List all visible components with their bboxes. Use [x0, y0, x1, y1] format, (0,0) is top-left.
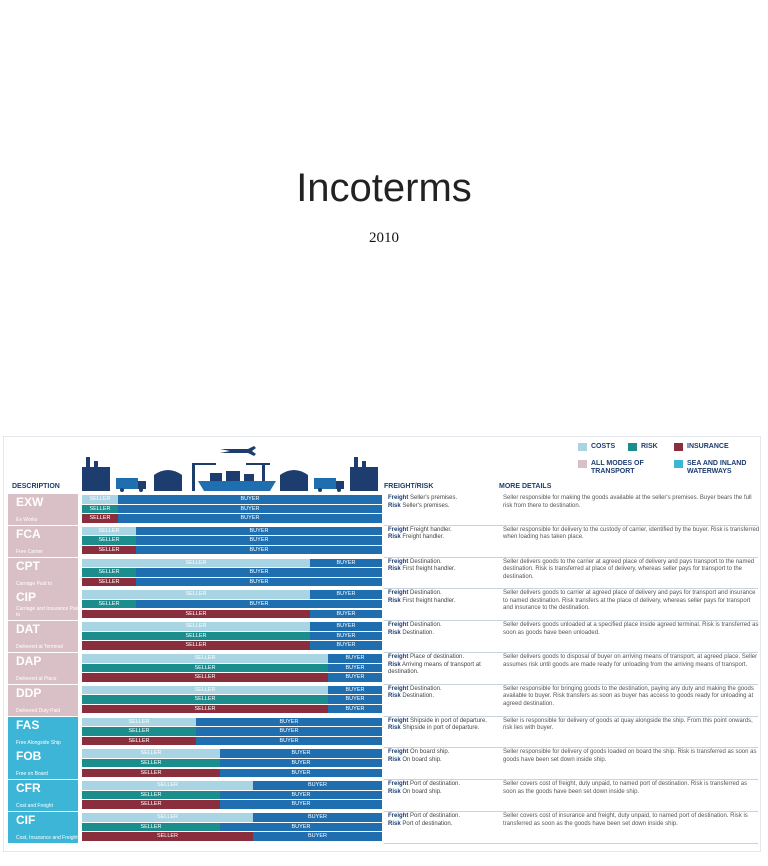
incoterm-name: Carriage Paid to: [16, 580, 53, 587]
freight-value: Destination.: [410, 590, 442, 597]
seller-segment: SELLER: [82, 737, 196, 746]
risk-bar: [82, 568, 382, 577]
costs-bar: [82, 749, 382, 758]
risk-value: Seller's premises.: [402, 502, 450, 509]
incoterm-label: [8, 589, 78, 620]
buyer-segment: BUYER: [118, 505, 382, 514]
freight-label: Freight: [388, 685, 409, 692]
seller-segment: SELLER: [82, 695, 328, 704]
insurance-bar: [82, 514, 382, 523]
more-details-text: Seller delivers goods unloaded at a specified place inside agreed terminal. Risk is transferred as soon as goods have been unloaded.: [503, 622, 759, 636]
more-details-text: Seller delivers goods to carrier at agreed place of delivery and pays for transport and insurance to named destination. Risk transfers at the place of delivery, whereas seller pays for transport and insurance to the destination.: [503, 590, 756, 612]
freight-risk-text: [388, 527, 502, 542]
legend-insurance-label: INSURANCE: [687, 443, 729, 450]
seller-segment: SELLER: [82, 781, 253, 790]
costs-bar: [82, 590, 382, 599]
risk-label: Risk: [388, 756, 401, 763]
freight-value: Destination.: [410, 558, 442, 565]
freight-risk-text: [388, 686, 502, 701]
insurance-bar: [82, 832, 382, 841]
risk-value: Freight handler.: [402, 534, 445, 541]
buyer-segment: BUYER: [253, 781, 382, 790]
insurance-bar: [82, 610, 382, 619]
incoterm-name: Delivered Duty Paid: [16, 707, 61, 714]
freight-label: Freight: [388, 654, 409, 660]
transport-illustration: [80, 441, 380, 493]
freight-risk-text: [388, 781, 502, 796]
buyer-segment: BUYER: [220, 769, 382, 778]
risk-label: Risk: [388, 566, 401, 573]
risk-bar: [82, 600, 382, 609]
more-details-text: Seller responsible for delivery of goods loaded on board the ship. Risk is transferred as soon as goods have been set down inside ship.: [503, 749, 757, 763]
warehouse-icon: [154, 470, 182, 491]
risk-label: Risk: [388, 597, 401, 604]
insurance-bar: [82, 705, 382, 714]
incoterm-label: [8, 621, 78, 652]
costs-bar: [82, 527, 382, 536]
buyer-segment: BUYER: [328, 664, 382, 673]
freight-value: Destination.: [410, 622, 442, 629]
legend-sea-label: SEA AND INLAND WATERWAYS: [687, 460, 747, 475]
costs-bar: [82, 559, 382, 568]
seller-segment: SELLER: [82, 813, 253, 822]
seller-segment: SELLER: [82, 664, 328, 673]
buyer-segment: BUYER: [220, 823, 382, 832]
buyer-segment: BUYER: [328, 705, 382, 714]
incoterm-row-cif: [8, 812, 758, 843]
seller-segment: SELLER: [82, 749, 220, 758]
legend-risk: [628, 443, 658, 451]
insurance-bar: [82, 769, 382, 778]
risk-bar: [82, 727, 382, 736]
seller-segment: SELLER: [82, 527, 136, 536]
buyer-segment: BUYER: [136, 568, 382, 577]
incoterm-label: [8, 558, 78, 589]
incoterm-name: Delivered at Place: [16, 676, 57, 682]
incoterm-code: DAP: [16, 654, 42, 668]
costs-swatch: [578, 443, 587, 451]
incoterm-label: [8, 812, 78, 843]
seller-segment: SELLER: [82, 800, 220, 809]
seller-segment: SELLER: [82, 641, 310, 650]
risk-bar: [82, 505, 382, 514]
risk-value: First freight handler.: [402, 597, 456, 604]
risk-label: Risk: [388, 629, 401, 636]
seller-segment: SELLER: [82, 622, 310, 631]
seller-segment: SELLER: [82, 568, 136, 577]
risk-bar: [82, 536, 382, 545]
row-divider: [384, 843, 758, 844]
seller-segment: SELLER: [82, 823, 220, 832]
freight-value: Port of destination.: [410, 813, 461, 819]
sea-swatch: [674, 460, 683, 468]
incoterm-code: EXW: [16, 495, 44, 509]
incoterm-name: Cost, Insurance and Freight: [16, 835, 78, 841]
risk-label: Risk: [388, 693, 401, 700]
seller-segment: SELLER: [82, 578, 136, 587]
buyer-segment: BUYER: [310, 590, 382, 599]
insurance-swatch: [674, 443, 683, 451]
freight-value: Destination.: [410, 685, 442, 692]
header-description: DESCRIPTION: [12, 483, 60, 490]
seller-segment: SELLER: [82, 505, 118, 514]
risk-value: On board ship.: [402, 756, 442, 763]
more-details-text: Seller responsible for delivery to the custody of carrier, identified by the buyer. Risk is transferred when loading has taken place.: [503, 526, 760, 541]
incoterm-code: CPT: [16, 558, 40, 573]
incoterms-infographic: [3, 436, 761, 852]
buyer-segment: BUYER: [310, 610, 382, 619]
incoterm-row-dat: [8, 621, 758, 652]
seller-segment: SELLER: [82, 832, 253, 841]
freight-value: On board ship.: [410, 749, 450, 756]
airplane-icon: [220, 446, 256, 456]
insurance-bar: [82, 673, 382, 682]
incoterm-row-cpt: [8, 558, 758, 589]
freight-risk-text: [388, 813, 502, 828]
seller-segment: SELLER: [82, 654, 328, 663]
seller-segment: SELLER: [82, 610, 310, 619]
factory-icon: [350, 467, 378, 491]
risk-bar: [82, 759, 382, 768]
truck-icon: [314, 478, 344, 492]
incoterm-row-fca: [8, 526, 758, 557]
costs-bar: [82, 781, 382, 790]
more-details-text: Seller responsible for making the goods available at the seller's premises. Buyer bears the full risk from there to destination.: [503, 495, 752, 509]
freight-label: Freight: [388, 590, 409, 597]
title: Incoterms: [296, 166, 472, 210]
risk-bar: [82, 791, 382, 800]
legend: [578, 443, 760, 481]
legend-all-modes: [578, 460, 658, 476]
seller-segment: SELLER: [82, 632, 310, 641]
all-modes-swatch: [578, 460, 587, 468]
risk-value: On board ship.: [402, 788, 442, 795]
freight-label: Freight: [388, 495, 409, 501]
costs-bar: [82, 718, 382, 727]
risk-bar: [82, 695, 382, 704]
incoterm-label: [8, 494, 78, 525]
incoterm-label: [8, 780, 78, 811]
freight-value: Shipside in port of departure.: [410, 717, 488, 724]
insurance-bar: [82, 546, 382, 555]
buyer-segment: BUYER: [136, 546, 382, 555]
truck-icon: [116, 478, 146, 492]
incoterm-label: [8, 748, 78, 779]
risk-label: Risk: [388, 661, 401, 668]
freight-label: Freight: [388, 717, 409, 724]
incoterm-name: Delivered at Terminal: [16, 644, 63, 651]
buyer-segment: BUYER: [328, 654, 382, 663]
costs-bar: [82, 495, 382, 504]
risk-label: Risk: [388, 788, 401, 795]
costs-bar: [82, 686, 382, 695]
incoterm-code: CFR: [16, 781, 41, 796]
incoterm-name: Cost and Freight: [16, 803, 53, 810]
incoterm-row-fas: [8, 717, 758, 748]
risk-label: Risk: [388, 820, 401, 827]
insurance-bar: [82, 800, 382, 809]
seller-segment: SELLER: [82, 718, 196, 727]
freight-risk-text: [388, 654, 502, 677]
seller-segment: SELLER: [82, 559, 310, 568]
freight-risk-text: [388, 718, 502, 733]
incoterm-code: FAS: [16, 717, 40, 732]
freight-risk-text: [388, 590, 502, 605]
buyer-segment: BUYER: [118, 495, 382, 504]
risk-label: Risk: [388, 502, 401, 509]
freight-label: Freight: [388, 781, 409, 788]
incoterm-code: CIP: [16, 590, 37, 605]
more-details-text: Seller responsible for bringing goods to the destination, paying any duty and making the goods available to buyer. Risk transfers as soon as buyer has access to goods ready for unloading at agreed destination.: [503, 685, 754, 707]
freight-risk-text: [388, 559, 502, 574]
incoterm-code: DDP: [16, 685, 42, 700]
incoterm-name: Ex Works: [16, 517, 38, 523]
buyer-segment: BUYER: [253, 813, 382, 822]
freight-label: Freight: [388, 558, 409, 565]
seller-segment: SELLER: [82, 600, 136, 609]
legend-costs-label: COSTS: [591, 443, 616, 450]
seller-segment: SELLER: [82, 590, 310, 599]
incoterm-label: [8, 526, 78, 557]
seller-segment: SELLER: [82, 673, 328, 682]
more-details-text: Seller delivers goods to the carrier at agreed place of delivery and pays transport to the named destination. Risk is transferred at place of delivery, whereas seller pays for transport to the destination.: [503, 558, 755, 580]
freight-value: Seller's premises.: [410, 495, 458, 501]
freight-label: Freight: [388, 622, 409, 629]
seller-segment: SELLER: [82, 759, 220, 768]
buyer-segment: BUYER: [136, 578, 382, 587]
costs-bar: [82, 622, 382, 631]
seller-segment: SELLER: [82, 791, 220, 800]
incoterm-row-fob: [8, 748, 758, 779]
buyer-segment: BUYER: [253, 832, 382, 841]
risk-value: First freight handler.: [402, 566, 456, 573]
incoterm-code: FCA: [16, 526, 41, 541]
risk-bar: [82, 823, 382, 832]
header-freight-risk: FREIGHT/RISK: [384, 483, 434, 490]
buyer-segment: BUYER: [310, 641, 382, 650]
insurance-bar: [82, 641, 382, 650]
freight-label: Freight: [388, 526, 409, 533]
buyer-segment: BUYER: [328, 686, 382, 695]
incoterm-row-cfr: [8, 780, 758, 811]
incoterm-row-cip: [8, 589, 758, 620]
insurance-bar: [82, 578, 382, 587]
buyer-segment: BUYER: [136, 527, 382, 536]
insurance-bar: [82, 737, 382, 746]
incoterm-row-exw: [8, 494, 758, 525]
buyer-segment: BUYER: [220, 759, 382, 768]
seller-segment: SELLER: [82, 769, 220, 778]
seller-segment: SELLER: [82, 495, 118, 504]
more-details-text: Seller covers cost of freight, duty unpaid, to named port of destination. Risk is transferred as soon as the goods have been set down inside ship.: [503, 781, 748, 795]
more-details-text: Seller is responsible for delivery of goods at quay alongside the ship. From this point onwards, risk lies with buyer.: [503, 717, 753, 732]
buyer-segment: BUYER: [220, 749, 382, 758]
risk-value: Shipside in port of departure.: [402, 725, 480, 732]
incoterm-label: [8, 717, 78, 748]
risk-label: Risk: [388, 534, 401, 541]
factory-icon: [82, 467, 110, 491]
risk-value: Destination.: [402, 629, 435, 636]
freight-value: Port of destination.: [410, 781, 461, 788]
legend-sea: [674, 460, 760, 476]
incoterm-name: Carriage and Insurance Paid to: [16, 606, 80, 619]
buyer-segment: BUYER: [196, 718, 382, 727]
buyer-segment: BUYER: [310, 632, 382, 641]
buyer-segment: BUYER: [136, 536, 382, 545]
incoterm-name: Free Alongside Ship: [16, 739, 61, 746]
freight-risk-text: [388, 749, 502, 764]
buyer-segment: BUYER: [220, 800, 382, 809]
risk-swatch: [628, 443, 637, 451]
freight-risk-text: [388, 622, 502, 637]
legend-costs: [578, 443, 615, 451]
incoterm-name: Free Carrier: [16, 548, 43, 555]
seller-segment: SELLER: [82, 727, 196, 736]
costs-bar: [82, 813, 382, 822]
incoterm-label: [8, 653, 78, 684]
buyer-segment: BUYER: [136, 600, 382, 609]
legend-all-modes-label: ALL MODES OF TRANSPORT: [591, 460, 644, 475]
incoterm-code: FOB: [16, 749, 42, 764]
seller-segment: SELLER: [82, 546, 136, 555]
risk-value: Arriving means of transport at destination.: [388, 661, 481, 675]
legend-insurance: [674, 443, 729, 451]
more-details-text: Seller covers cost of insurance and freight, duty unpaid, to named port of destination. Risk is transferred as soon as the goods have been set down inside ship.: [503, 813, 748, 827]
freight-value: Place of destination.: [410, 654, 465, 660]
incoterm-code: CIF: [16, 813, 36, 827]
buyer-segment: BUYER: [196, 727, 382, 736]
seller-segment: SELLER: [82, 536, 136, 545]
buyer-segment: BUYER: [310, 622, 382, 631]
risk-value: Port of destination.: [402, 820, 453, 827]
subtitle: 2010: [369, 230, 399, 246]
seller-segment: SELLER: [82, 705, 328, 714]
costs-bar: [82, 654, 382, 663]
freight-label: Freight: [388, 749, 409, 756]
legend-risk-label: RISK: [641, 443, 658, 450]
freight-value: Freight handler.: [410, 526, 452, 533]
incoterm-row-ddp: [8, 685, 758, 716]
seller-segment: SELLER: [82, 514, 118, 523]
risk-bar: [82, 632, 382, 641]
header-more-details: MORE DETAILS: [499, 483, 552, 490]
incoterm-label: [8, 685, 78, 716]
buyer-segment: BUYER: [118, 514, 382, 523]
incoterm-name: Free on Board: [16, 771, 48, 778]
risk-value: Destination.: [402, 693, 435, 700]
incoterm-row-dap: [8, 653, 758, 684]
freight-risk-text: [388, 495, 502, 510]
more-details-text: Seller delivers goods to disposal of buyer on arriving means of transport, at agreed place. Seller assumes risk until goods are made ready for unloading from the arriving means of transport.: [503, 654, 758, 668]
risk-bar: [82, 664, 382, 673]
buyer-segment: BUYER: [310, 559, 382, 568]
incoterm-code: DAT: [16, 622, 40, 637]
buyer-segment: BUYER: [328, 673, 382, 682]
warehouse-icon: [280, 470, 308, 491]
buyer-segment: BUYER: [220, 791, 382, 800]
risk-label: Risk: [388, 725, 401, 732]
buyer-segment: BUYER: [328, 695, 382, 704]
seller-segment: SELLER: [82, 686, 328, 695]
buyer-segment: BUYER: [196, 737, 382, 746]
freight-label: Freight: [388, 813, 409, 819]
